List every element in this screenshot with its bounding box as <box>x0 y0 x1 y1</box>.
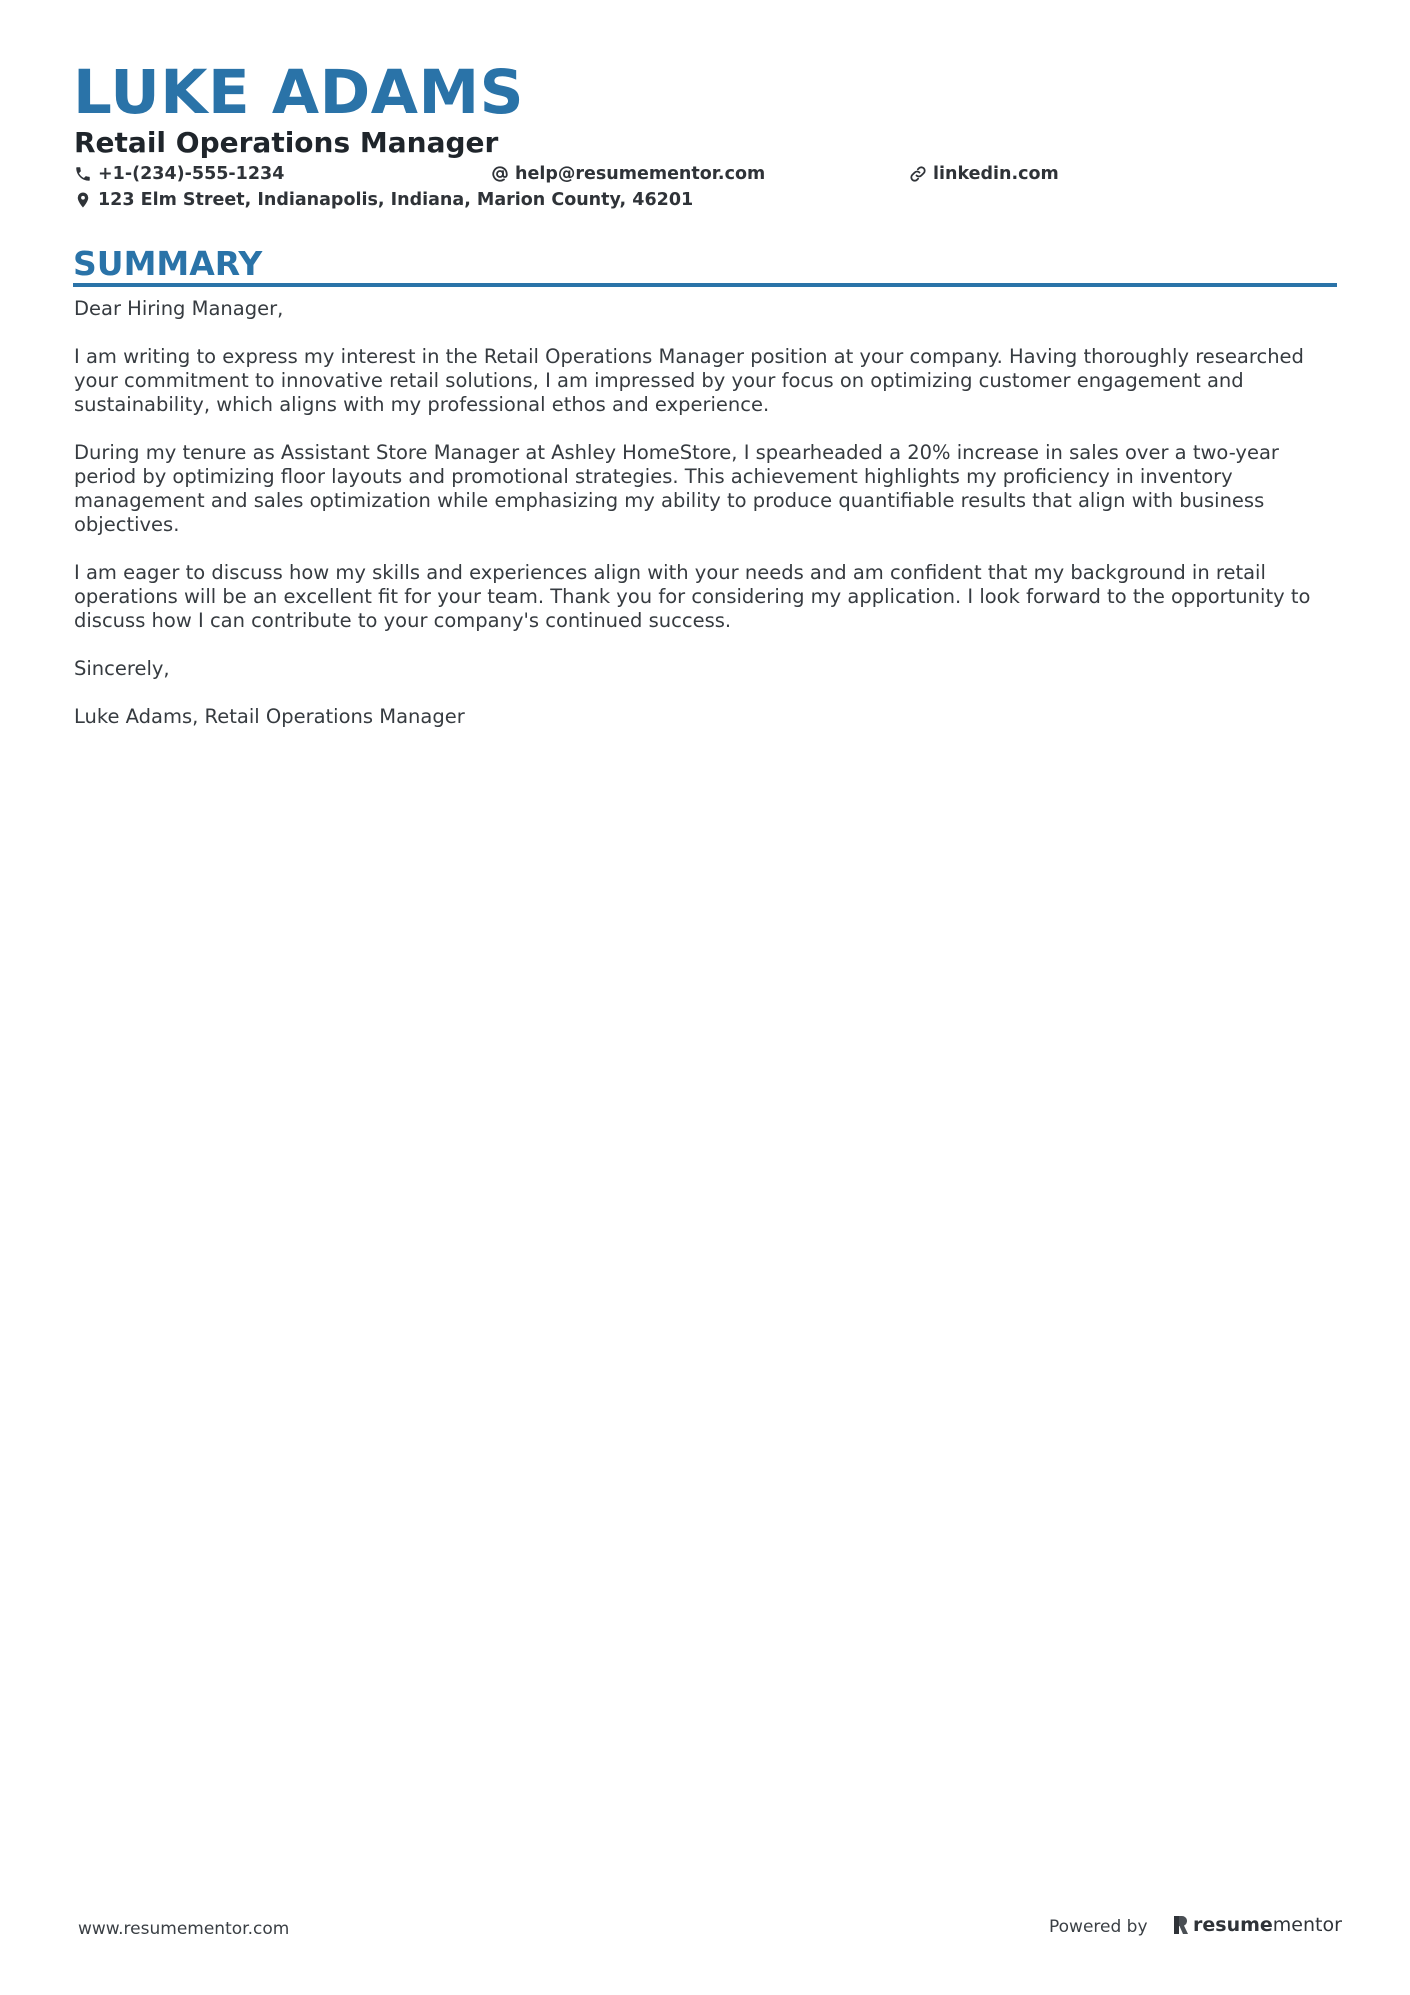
letter-paragraph: During my tenure as Assistant Store Manager at Ashley HomeStore, I spearheaded a 20% increase in sales over a two-year period by optimizing floor layouts and promotional strategies. This achievement highlights my proficiency in inventory management and sales optimization while emphasizing my ability to produce quantifiable results that align with business objectives. <box>74 441 1279 536</box>
contact-phone <box>74 163 284 185</box>
letter-body <box>74 297 1340 753</box>
address-text: 123 Elm Street, Indianapolis, Indiana, Marion County, 46201 <box>98 190 694 210</box>
letter-paragraph: I am writing to express my interest in the Retail Operations Manager position at your company. Having thoroughly researched your commitment to innovative retail solutions, I am impressed by your focus on optimizing customer engagement and sustainability, which aligns with my professional ethos and experience. <box>74 345 1304 416</box>
job-title: Retail Operations Manager <box>74 126 499 159</box>
phone-text: +1-(234)-555-1234 <box>98 164 285 184</box>
letter-signature: Luke Adams, Retail Operations Manager <box>74 705 465 728</box>
resumementor-logo-icon <box>1172 1915 1189 1935</box>
link-icon <box>909 165 927 183</box>
brand-name-light: mentor <box>1272 1914 1342 1936</box>
brand-name-bold: resume <box>1193 1914 1273 1936</box>
link-text: linkedin.com <box>933 164 1059 184</box>
contact-address <box>74 189 693 211</box>
email-text: help@resumementor.com <box>515 164 766 184</box>
footer-powered-by: Powered by <box>1049 1917 1148 1937</box>
letter-closing: Sincerely, <box>74 657 170 680</box>
section-title-summary: SUMMARY <box>73 244 263 283</box>
contact-link <box>909 163 1059 185</box>
letter-greeting: Dear Hiring Manager, <box>74 297 284 320</box>
letter-paragraph: I am eager to discuss how my skills and experiences align with your needs and am confident that my background in retail operations will be an excellent fit for your team. Thank you for considering my application. I look forward to the opportunity to discuss how I can contribute to your company's continued success. <box>74 561 1311 632</box>
map-pin-icon <box>74 191 92 209</box>
section-divider <box>73 283 1337 287</box>
at-sign-icon <box>491 165 509 183</box>
candidate-name: LUKE ADAMS <box>73 57 525 128</box>
brand-logo[interactable] <box>1172 1914 1342 1936</box>
phone-icon <box>74 165 92 183</box>
contact-email <box>491 163 765 185</box>
footer-website[interactable]: www.resumementor.com <box>78 1919 290 1939</box>
